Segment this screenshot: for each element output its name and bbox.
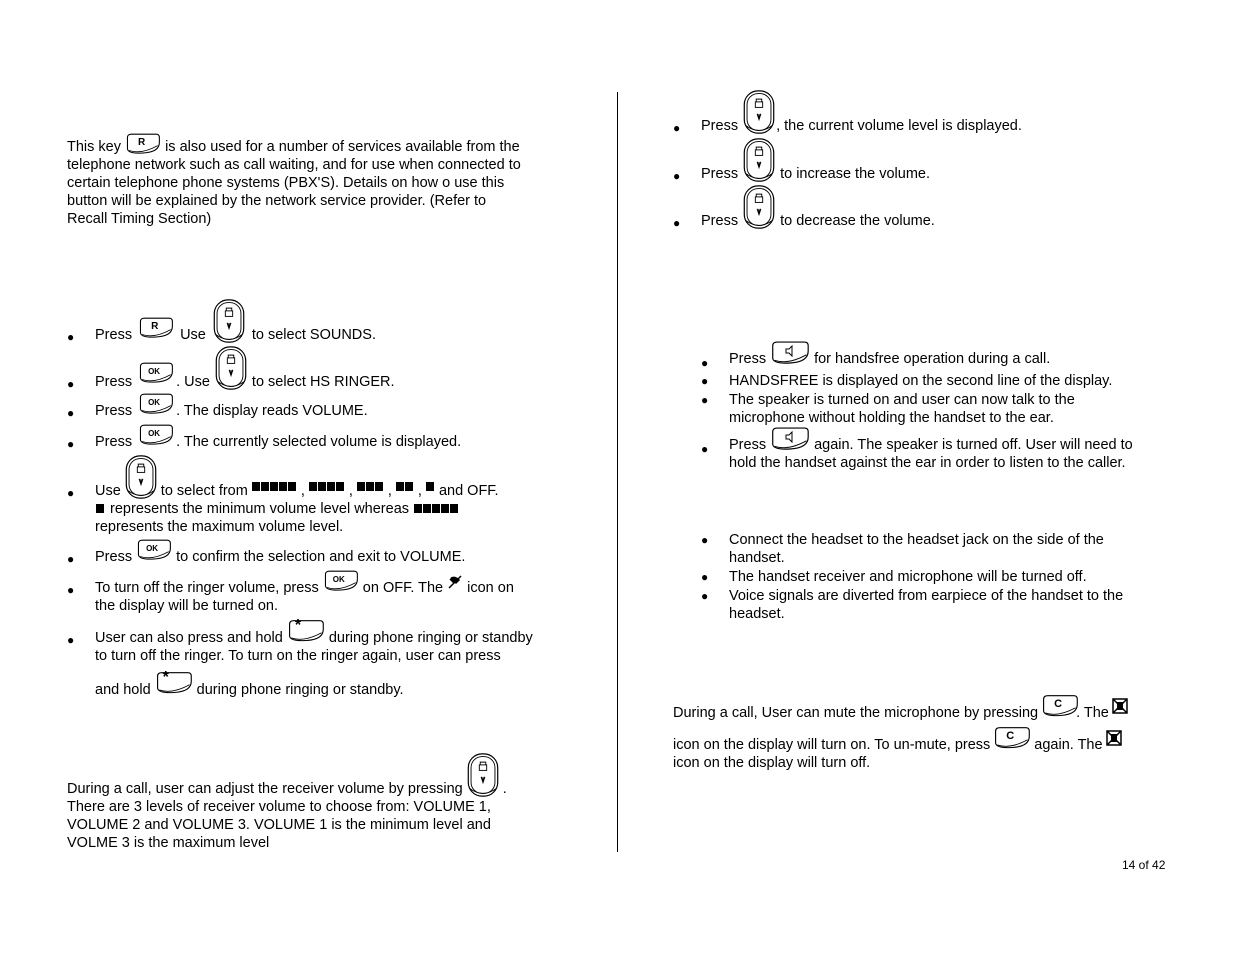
volume-step-2 — [673, 137, 1201, 183]
sep: , — [417, 483, 422, 499]
v3-press: Press — [701, 213, 739, 229]
clear-key-label: C — [1006, 730, 1015, 742]
volume-step-3 — [673, 184, 1201, 230]
ok-key-label: OK — [332, 575, 345, 584]
clear-key-label: C — [1054, 698, 1063, 710]
sep: , — [300, 483, 305, 499]
volume-up-key-icon — [742, 137, 776, 183]
headset-step-2 — [701, 568, 1179, 586]
receiver-line-4: VOLME 3 is the maximum level — [67, 835, 270, 851]
mute-line2-a: icon on the display will turn on. To un-mute, press — [673, 737, 991, 753]
h1-press: Press — [729, 351, 767, 367]
bullet-dot: ● — [67, 633, 75, 647]
bullet-dot: ● — [701, 393, 709, 407]
step5-line3: represents the maximum volume level. — [95, 519, 344, 536]
page-number: 14 of 42 — [1122, 858, 1166, 872]
recall-post-text: is also used for a number of services available from the — [165, 139, 520, 155]
volume-down-key-icon — [742, 184, 776, 230]
sep: , — [387, 483, 392, 499]
recall-line-2: telephone network such as call waiting, and for use when connected to — [67, 157, 521, 173]
bullet-dot: ● — [701, 570, 709, 584]
h4-text: again. The speaker is turned off. User will need to — [814, 437, 1133, 453]
step8-line3-a: and hold — [95, 682, 151, 698]
step8-line2: to turn off the ringer. To turn on the ringer again, user can press — [95, 648, 501, 664]
star-key-label: * — [294, 617, 302, 634]
step5-end: and OFF. — [438, 483, 499, 499]
v1-text: , the current volume level is displayed. — [776, 118, 1022, 134]
ringer-step-2 — [67, 345, 595, 391]
volume-level-1-icon — [426, 478, 435, 496]
receiver-line-3: VOLUME 2 and VOLUME 3. VOLUME 1 is the minimum level and — [67, 817, 491, 833]
step8-line3-b: during phone ringing or standby. — [196, 682, 404, 698]
speaker-key-icon — [770, 426, 810, 452]
star-key-icon — [155, 669, 193, 697]
ringer-step-8 — [67, 617, 595, 699]
nav-key-icon — [124, 454, 158, 500]
ok-key-icon — [136, 536, 172, 564]
handsfree-step-4 — [701, 426, 1179, 472]
ok-key-icon — [323, 567, 359, 595]
recall-key-icon — [125, 132, 161, 156]
mute-icon — [1106, 730, 1122, 751]
star-key-label: * — [162, 669, 169, 686]
step8-text-b: during phone ringing or standby — [328, 630, 533, 646]
handsfree-step-3 — [701, 391, 1179, 427]
step4-text: . The currently selected volume is displayed. — [176, 434, 462, 450]
volume-level-3-icon — [357, 478, 384, 496]
nav-key-icon — [212, 298, 246, 344]
step5-use: Use — [95, 483, 121, 499]
recall-line-3: certain telephone phone systems (PBX'S). Details on how o use this — [67, 175, 505, 191]
v1-press: Press — [701, 118, 739, 134]
ringer-step-1 — [67, 298, 595, 344]
bullet-dot: ● — [701, 374, 709, 388]
bullet-dot: ● — [67, 437, 75, 451]
volume-level-1-icon — [96, 500, 105, 518]
nav-key-icon — [214, 345, 248, 391]
bullet-dot: ● — [701, 356, 709, 370]
recall-line-1 — [67, 132, 587, 156]
k1-line2: handset. — [729, 550, 785, 566]
step1-use: Use — [180, 327, 206, 343]
receiver-line-1-end: . — [502, 781, 507, 797]
recall-key-icon — [138, 316, 174, 340]
v2-press: Press — [701, 166, 739, 182]
k2-text: The handset receiver and microphone will be turned off. — [729, 569, 1087, 585]
bullet-dot: ● — [67, 330, 75, 344]
mute-line2-b: again. The — [1034, 737, 1103, 753]
recall-line-4: button will be explained by the network service provider. (Refer to — [67, 193, 487, 209]
step8-text: User can also press and hold — [95, 630, 283, 646]
handsfree-step-2 — [701, 372, 1179, 390]
mute-line1-b: . The — [1076, 705, 1109, 721]
h2-text: HANDSFREE is displayed on the second line of the display. — [729, 373, 1113, 389]
bullet-dot: ● — [701, 533, 709, 547]
volume-step-1 — [673, 89, 1201, 135]
step6-press: Press — [95, 549, 133, 565]
bullet-dot: ● — [701, 589, 709, 603]
step2-use: . Use — [176, 374, 210, 390]
headset-step-3 — [701, 587, 1179, 623]
ringer-step-6 — [67, 536, 595, 566]
h4-line2: hold the handset against the ear in order to listen to the caller. — [729, 455, 1126, 471]
nav-key-icon — [466, 752, 500, 798]
ringer-off-icon — [447, 574, 463, 595]
h3-line2: microphone without holding the handset to the ear. — [729, 410, 1054, 426]
receiver-volume-paragraph — [67, 752, 587, 852]
mute-icon — [1112, 698, 1128, 719]
recall-key-label: R — [138, 137, 146, 148]
receiver-line-2: There are 3 levels of receiver volume to choose from: VOLUME 1, — [67, 799, 491, 815]
ringer-step-4 — [67, 421, 595, 451]
step3-press: Press — [95, 403, 133, 419]
step2-text: to select HS RINGER. — [251, 374, 395, 390]
ringer-step-3 — [67, 390, 595, 420]
step1-press: Press — [95, 327, 133, 343]
clear-key-icon — [993, 724, 1031, 752]
k3-line1: Voice signals are diverted from earpiece of the handset to the — [729, 588, 1124, 604]
h3-line1: The speaker is turned on and user can now talk to the — [729, 392, 1075, 408]
ringer-step-5 — [67, 454, 595, 536]
recall-paragraph — [67, 132, 587, 228]
nav-key-icon — [742, 89, 776, 135]
mute-paragraph — [673, 692, 1193, 772]
column-divider — [617, 92, 618, 852]
step3-text: . The display reads VOLUME. — [176, 403, 368, 419]
bullet-dot: ● — [673, 216, 681, 230]
v2-text: to increase the volume. — [780, 166, 930, 182]
step7-text: To turn off the ringer volume, press — [95, 580, 319, 596]
handsfree-step-1 — [701, 340, 1179, 370]
ok-key-label: OK — [148, 429, 161, 438]
clear-key-icon — [1041, 692, 1079, 720]
mute-line3: icon on the display will turn off. — [673, 755, 871, 771]
speaker-key-icon — [770, 340, 810, 366]
step6-text: to confirm the selection and exit to VOLUME. — [176, 549, 466, 565]
v3-text: to decrease the volume. — [780, 213, 935, 229]
volume-level-4-icon — [309, 478, 345, 496]
bullet-dot: ● — [67, 583, 75, 597]
step7-line2: the display will be turned on. — [95, 598, 278, 614]
bullet-dot: ● — [673, 169, 681, 183]
receiver-line-1: During a call, user can adjust the receiver volume by pressing — [67, 781, 463, 797]
volume-level-5-icon — [414, 500, 459, 518]
mute-line1-a: During a call, User can mute the microphone by pressing — [673, 705, 1039, 721]
ringer-step-7 — [67, 567, 595, 615]
volume-level-5-icon — [252, 478, 297, 496]
ok-key-label: OK — [146, 544, 159, 553]
bullet-dot: ● — [67, 406, 75, 420]
headset-step-1 — [701, 531, 1179, 567]
ok-key-icon — [138, 390, 174, 418]
bullet-dot: ● — [67, 486, 75, 500]
star-key-icon — [287, 617, 325, 645]
recall-line-5: Recall Timing Section) — [67, 211, 212, 227]
recall-key-label: R — [151, 321, 159, 332]
bullet-dot: ● — [701, 442, 709, 456]
step7-on-off: on OFF. The — [362, 580, 444, 596]
k3-line2: headset. — [729, 606, 785, 622]
step4-press: Press — [95, 434, 133, 450]
volume-level-2-icon — [396, 478, 414, 496]
ok-key-label: OK — [148, 398, 161, 407]
k1-line1: Connect the headset to the headset jack on the side of the — [729, 532, 1104, 548]
recall-pre-text: This key — [67, 139, 121, 155]
ok-key-label: OK — [148, 367, 161, 376]
h4-press: Press — [729, 437, 767, 453]
h1-text: for handsfree operation during a call. — [814, 351, 1051, 367]
bullet-dot: ● — [67, 377, 75, 391]
step2-press: Press — [95, 374, 133, 390]
step5-select-from: to select from — [160, 483, 248, 499]
ok-key-icon — [138, 421, 174, 449]
bullet-dot: ● — [673, 121, 681, 135]
ok-key-icon — [138, 359, 174, 387]
step1-text: to select SOUNDS. — [251, 327, 376, 343]
step5-line2: represents the minimum volume level whereas — [110, 501, 410, 517]
step7-icon-on: icon on — [467, 580, 514, 596]
sep: , — [348, 483, 353, 499]
bullet-dot: ● — [67, 552, 75, 566]
